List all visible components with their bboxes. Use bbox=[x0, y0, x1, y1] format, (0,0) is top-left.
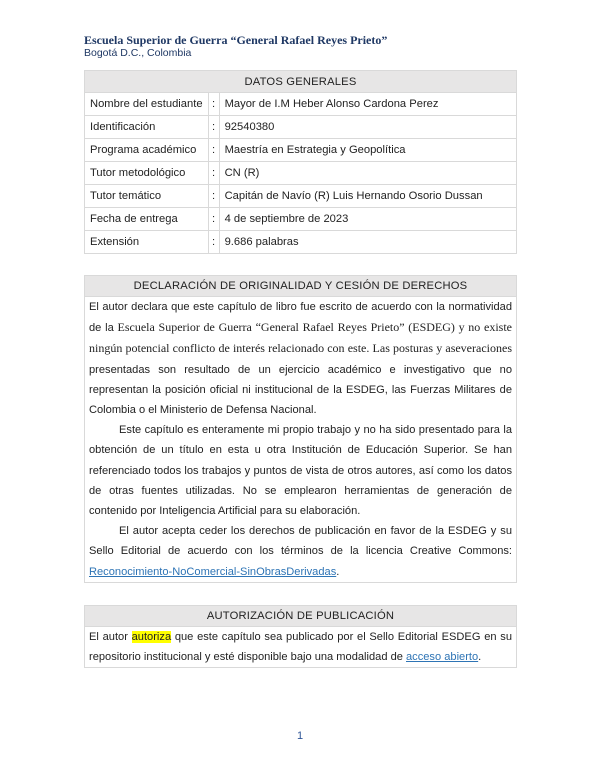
declaracion-p1-b: Escuela Superior de Guerra “General Rafael Reyes Prieto” (ESDEG) y no existe ningún potencial conflicto de interés relacionado con este. Las posturas y aseveraciones bbox=[89, 320, 512, 356]
declaracion-heading: DECLARACIÓN DE ORIGINALIDAD Y CESIÓN DE DERECHOS bbox=[85, 276, 516, 297]
declaracion-p1-c: presentadas son resultado de un ejercicio académico e investigativo que no representan la posición oficial ni institucional de la ESDEG, las Fuerzas Militares de Colombia o el Ministerio de Defensa Nacional. bbox=[89, 363, 512, 417]
declaracion-p1-a: El autor declara que este capítulo de libro fue escrito de acuerdo con la normatividad de la bbox=[89, 301, 512, 335]
license-link[interactable]: Reconocimiento-NoComercial-SinObrasDerivadas bbox=[89, 565, 337, 578]
row-value: 4 de septiembre de 2023 bbox=[219, 208, 516, 231]
row-colon: : bbox=[208, 208, 219, 231]
row-value: 92540380 bbox=[219, 116, 516, 139]
acceso-abierto-link[interactable]: acceso abierto bbox=[406, 651, 479, 664]
row-label: Programa académico bbox=[85, 139, 209, 162]
declaracion-p3-text: El autor acepta ceder los derechos de publicación en favor de la ESDEG y su Sello Editorial de acuerdo con los términos de la licencia Creative Commons: bbox=[89, 525, 512, 558]
table-row bbox=[85, 231, 517, 254]
row-label: Extensión bbox=[85, 231, 209, 254]
datos-generales-table bbox=[84, 70, 517, 254]
table-header-row bbox=[85, 71, 517, 93]
document-header bbox=[84, 33, 387, 60]
row-value: 9.686 palabras bbox=[219, 231, 516, 254]
row-label: Nombre del estudiante bbox=[85, 93, 209, 116]
row-label: Tutor metodológico bbox=[85, 162, 209, 185]
autorizacion-t2: que este capítulo sea publicado por el Sello Editorial ESDEG en su repositorio institucional y esté disponible bajo una modalidad de bbox=[89, 631, 512, 664]
declaracion-paragraph-2: Este capítulo es enteramente mi propio trabajo y no ha sido presentado para la obtención de un título en esta u otra Institución de Educación Superior. Se han referenciado todos los trabajos y puntos de vista de otros autores, así como los datos de otras fuentes utilizadas. No se emplearon herramientas de generación de contenido por Inteligencia Artificial para su elaboración. bbox=[89, 424, 512, 518]
autorizacion-section bbox=[84, 605, 517, 668]
autorizacion-t3: . bbox=[478, 651, 482, 664]
autorizacion-body bbox=[85, 627, 516, 667]
row-value: Mayor de I.M Heber Alonso Cardona Perez bbox=[219, 93, 516, 116]
table-row bbox=[85, 116, 517, 139]
table-row bbox=[85, 162, 517, 185]
declaracion-p3-end: . bbox=[336, 565, 340, 578]
row-colon: : bbox=[208, 185, 219, 208]
row-label: Identificación bbox=[85, 116, 209, 139]
autoriza-highlight: autoriza bbox=[131, 631, 172, 643]
table-row bbox=[85, 185, 517, 208]
declaracion-paragraph-3 bbox=[89, 521, 512, 582]
row-value: Capitán de Navío (R) Luis Hernando Osorio Dussan bbox=[219, 185, 516, 208]
datos-generales-heading: DATOS GENERALES bbox=[85, 71, 517, 93]
row-colon: : bbox=[208, 116, 219, 139]
row-label: Tutor temático bbox=[85, 185, 209, 208]
row-colon: : bbox=[208, 162, 219, 185]
table-row bbox=[85, 93, 517, 116]
row-label: Fecha de entrega bbox=[85, 208, 209, 231]
row-colon: : bbox=[208, 231, 219, 254]
institution-location: Bogotá D.C., Colombia bbox=[84, 47, 192, 59]
row-colon: : bbox=[208, 139, 219, 162]
page-number: 1 bbox=[296, 730, 304, 742]
autorizacion-heading: AUTORIZACIÓN DE PUBLICACIÓN bbox=[85, 606, 516, 627]
declaracion-paragraph-1 bbox=[89, 297, 512, 420]
row-value: CN (R) bbox=[219, 162, 516, 185]
row-colon: : bbox=[208, 93, 219, 116]
autorizacion-t1: El autor bbox=[89, 631, 132, 643]
declaracion-body bbox=[85, 297, 516, 582]
autorizacion-paragraph bbox=[89, 627, 512, 667]
row-value: Maestría en Estrategia y Geopolítica bbox=[219, 139, 516, 162]
declaracion-section bbox=[84, 275, 517, 583]
table-row bbox=[85, 139, 517, 162]
table-row bbox=[85, 208, 517, 231]
institution-name: Escuela Superior de Guerra “General Rafael Reyes Prieto” bbox=[84, 33, 388, 47]
